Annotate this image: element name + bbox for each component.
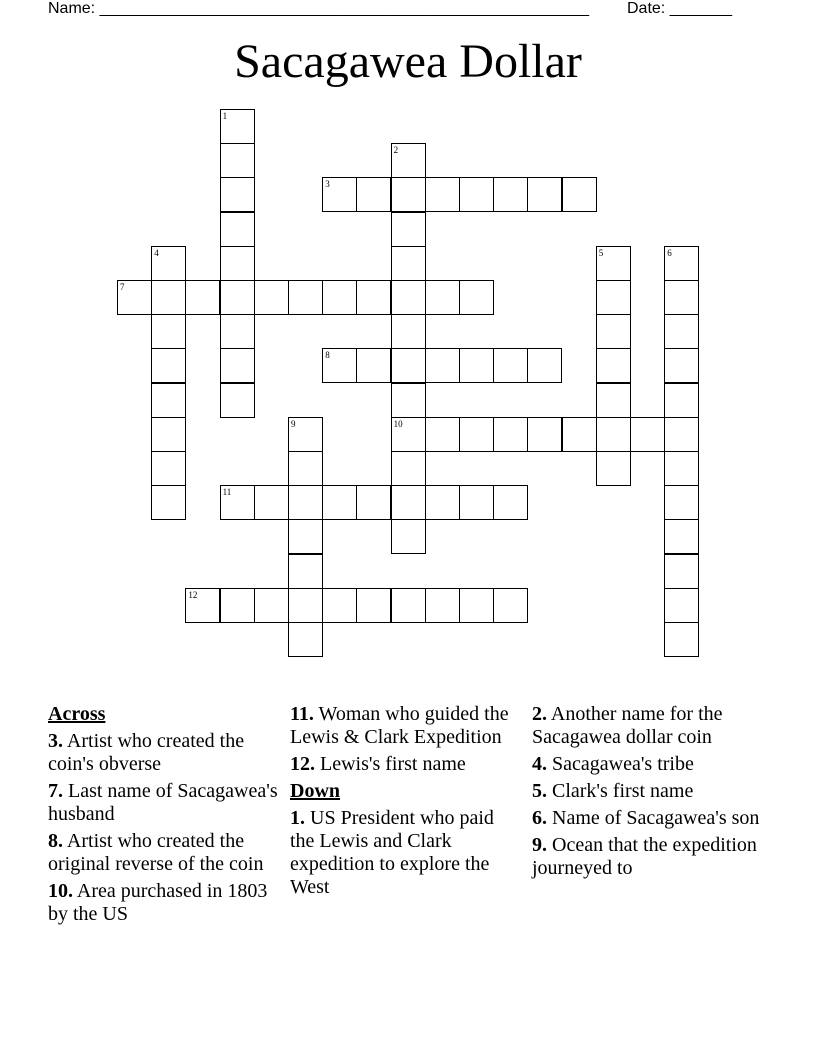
crossword-cell[interactable]: [425, 485, 460, 520]
crossword-cell[interactable]: [664, 485, 699, 520]
clue-across-12: [290, 753, 522, 776]
clue-number: 2.: [532, 703, 547, 725]
clue-text: Area purchased in 1803 by the US: [48, 880, 268, 925]
crossword-cell[interactable]: [220, 383, 255, 418]
clue-down-6: [532, 807, 782, 830]
page-title: Sacagawea Dollar: [234, 35, 582, 88]
crossword-cell[interactable]: [596, 280, 631, 315]
crossword-cell[interactable]: [391, 451, 426, 486]
crossword-cell[interactable]: [288, 588, 323, 623]
crossword-cell[interactable]: [151, 314, 186, 349]
crossword-cell[interactable]: [391, 383, 426, 418]
crossword-cell[interactable]: [459, 588, 494, 623]
crossword-cell[interactable]: [425, 348, 460, 383]
clue-text: Name of Sacagawea's son: [552, 807, 760, 829]
crossword-cell[interactable]: [493, 417, 528, 452]
crossword-cell[interactable]: [220, 212, 255, 247]
crossword-cell[interactable]: [356, 348, 391, 383]
crossword-cell[interactable]: [664, 246, 699, 281]
clue-text: Lewis's first name: [320, 753, 466, 775]
clue-column-2: [290, 703, 522, 903]
crossword-cell[interactable]: [151, 451, 186, 486]
crossword-cell[interactable]: [596, 451, 631, 486]
crossword-cell[interactable]: [151, 485, 186, 520]
crossword-cell[interactable]: [356, 177, 391, 212]
clue-number: 4.: [532, 753, 547, 775]
crossword-cell[interactable]: [664, 451, 699, 486]
clue-number-label: 10: [393, 418, 403, 429]
crossword-cell[interactable]: [459, 417, 494, 452]
crossword-cell[interactable]: [322, 177, 357, 212]
clue-across-7: [48, 780, 280, 826]
clue-number: 10.: [48, 880, 73, 902]
crossword-cell[interactable]: [288, 451, 323, 486]
crossword-cell[interactable]: [425, 588, 460, 623]
crossword-cell[interactable]: [630, 417, 665, 452]
clue-number-label: 11: [222, 487, 232, 498]
crossword-cell[interactable]: [151, 417, 186, 452]
crossword-cell[interactable]: [254, 588, 289, 623]
clue-number-label: 1: [222, 111, 228, 121]
crossword-cell[interactable]: [322, 485, 357, 520]
clue-number-label: 7: [120, 282, 125, 292]
crossword-cell[interactable]: [356, 280, 391, 315]
crossword-cell[interactable]: [596, 246, 631, 281]
crossword-cell[interactable]: [288, 554, 323, 589]
crossword-cell[interactable]: [664, 314, 699, 349]
clue-text: Ocean that the expedition journeyed to: [532, 834, 757, 879]
clue-across-11: [290, 703, 522, 749]
crossword-cell[interactable]: [391, 246, 426, 281]
clue-number-label: 2: [393, 145, 399, 156]
crossword-cell[interactable]: [562, 177, 597, 212]
crossword-cell[interactable]: [596, 417, 631, 452]
crossword-cell[interactable]: [493, 348, 528, 383]
clue-down-2: [532, 703, 782, 749]
crossword-cell[interactable]: [596, 314, 631, 349]
crossword-cell[interactable]: [391, 519, 426, 554]
crossword-cell[interactable]: [596, 348, 631, 383]
crossword-cell[interactable]: [288, 622, 323, 657]
crossword-cell[interactable]: [391, 314, 426, 349]
clue-number: 9.: [532, 834, 547, 856]
clue-number: 3.: [48, 730, 63, 752]
crossword-cell[interactable]: [288, 280, 323, 315]
crossword-cell[interactable]: [220, 314, 255, 349]
clue-text: US President who paid the Lewis and Clark expedition to explore the West: [290, 807, 494, 898]
clue-down-1: [290, 807, 522, 899]
crossword-cell[interactable]: [185, 588, 220, 623]
crossword-cell[interactable]: [391, 348, 426, 383]
crossword-cell[interactable]: [596, 383, 631, 418]
clue-number: 6.: [532, 807, 547, 829]
crossword-cell[interactable]: [459, 177, 494, 212]
clue-column-1: [48, 703, 280, 930]
clue-number: 8.: [48, 830, 63, 852]
clue-text: Sacagawea's tribe: [552, 753, 694, 775]
crossword-cell[interactable]: [425, 417, 460, 452]
crossword-cell[interactable]: [288, 417, 323, 452]
crossword-cell[interactable]: [527, 348, 562, 383]
crossword-cell[interactable]: [664, 554, 699, 589]
crossword-cell[interactable]: [391, 588, 426, 623]
crossword-cell[interactable]: [425, 177, 460, 212]
crossword-cell[interactable]: [425, 280, 460, 315]
clue-number: 12.: [290, 753, 315, 775]
crossword-cell[interactable]: [322, 280, 357, 315]
crossword-cell[interactable]: [459, 280, 494, 315]
crossword-cell[interactable]: [493, 177, 528, 212]
clue-text: Artist who created the original reverse of the coin: [48, 830, 264, 875]
crossword-cell[interactable]: [664, 417, 699, 452]
clue-number-label: 5: [598, 247, 604, 258]
crossword-cell[interactable]: [391, 280, 426, 315]
clue-text: Woman who guided the Lewis & Clark Expedition: [290, 703, 509, 748]
clue-across-3: [48, 730, 280, 776]
crossword-cell[interactable]: [220, 143, 255, 178]
name-field: Name: _______________________________________________________: [48, 0, 589, 17]
crossword-cell[interactable]: [117, 280, 152, 315]
clue-number-label: 6: [667, 247, 672, 258]
crossword-cell[interactable]: [151, 280, 186, 315]
across-heading: Across: [48, 703, 106, 725]
crossword-cell[interactable]: [220, 109, 255, 144]
crossword-cell[interactable]: [288, 519, 323, 554]
crossword-cell[interactable]: [664, 519, 699, 554]
clue-number-label: 8: [325, 350, 330, 361]
clue-text: Clark's first name: [552, 780, 694, 802]
clue-number-label: 12: [188, 589, 198, 600]
crossword-cell[interactable]: [493, 588, 528, 623]
crossword-cell[interactable]: [220, 588, 255, 623]
crossword-cell[interactable]: [664, 383, 699, 418]
crossword-cell[interactable]: [562, 417, 597, 452]
crossword-cell[interactable]: [322, 348, 357, 383]
crossword-cell[interactable]: [151, 348, 186, 383]
crossword-cell[interactable]: [391, 177, 426, 212]
crossword-cell[interactable]: [664, 280, 699, 315]
clue-text: Another name for the Sacagawea dollar coin: [532, 703, 723, 748]
crossword-cell[interactable]: [185, 280, 220, 315]
clue-down-5: [532, 780, 782, 803]
crossword-cell[interactable]: [220, 348, 255, 383]
clue-text: Last name of Sacagawea's husband: [48, 780, 278, 825]
crossword-cell[interactable]: [493, 485, 528, 520]
crossword-cell[interactable]: [322, 588, 357, 623]
crossword-cell[interactable]: [151, 246, 186, 281]
crossword-cell[interactable]: [391, 212, 426, 247]
clue-number-label: 3: [325, 179, 330, 190]
clue-text: Artist who created the coin's obverse: [48, 730, 245, 775]
clue-number: 11.: [290, 703, 314, 725]
crossword-cell[interactable]: [459, 348, 494, 383]
clue-number: 7.: [48, 780, 63, 802]
clue-across-8: [48, 830, 280, 876]
crossword-cell[interactable]: [151, 383, 186, 418]
crossword-cell[interactable]: [254, 485, 289, 520]
clue-number: 1.: [290, 807, 305, 829]
crossword-cell[interactable]: [527, 177, 562, 212]
crossword-cell[interactable]: [459, 485, 494, 520]
crossword-cell[interactable]: [664, 588, 699, 623]
crossword-cell[interactable]: [220, 246, 255, 281]
crossword-cell[interactable]: [356, 588, 391, 623]
clue-down-9: [532, 834, 782, 880]
clue-across-10: [48, 880, 280, 926]
clue-number-label: 9: [291, 418, 296, 429]
crossword-cell[interactable]: [220, 280, 255, 315]
clue-number-label: 4: [154, 247, 159, 258]
crossword-cell[interactable]: [527, 417, 562, 452]
crossword-cell[interactable]: [220, 177, 255, 212]
clue-number: 5.: [532, 780, 547, 802]
crossword-cell[interactable]: [356, 485, 391, 520]
crossword-cell[interactable]: [391, 143, 426, 178]
crossword-cell[interactable]: [391, 485, 426, 520]
crossword-cell[interactable]: [254, 280, 289, 315]
crossword-cell[interactable]: [664, 348, 699, 383]
crossword-cell[interactable]: [288, 485, 323, 520]
down-heading: Down: [290, 780, 341, 802]
clue-down-4: [532, 753, 782, 776]
clue-column-3: [532, 703, 782, 884]
crossword-cell[interactable]: [220, 485, 255, 520]
crossword-cell[interactable]: [391, 417, 426, 452]
date-field: Date: _______: [627, 0, 732, 17]
crossword-cell[interactable]: [664, 622, 699, 657]
